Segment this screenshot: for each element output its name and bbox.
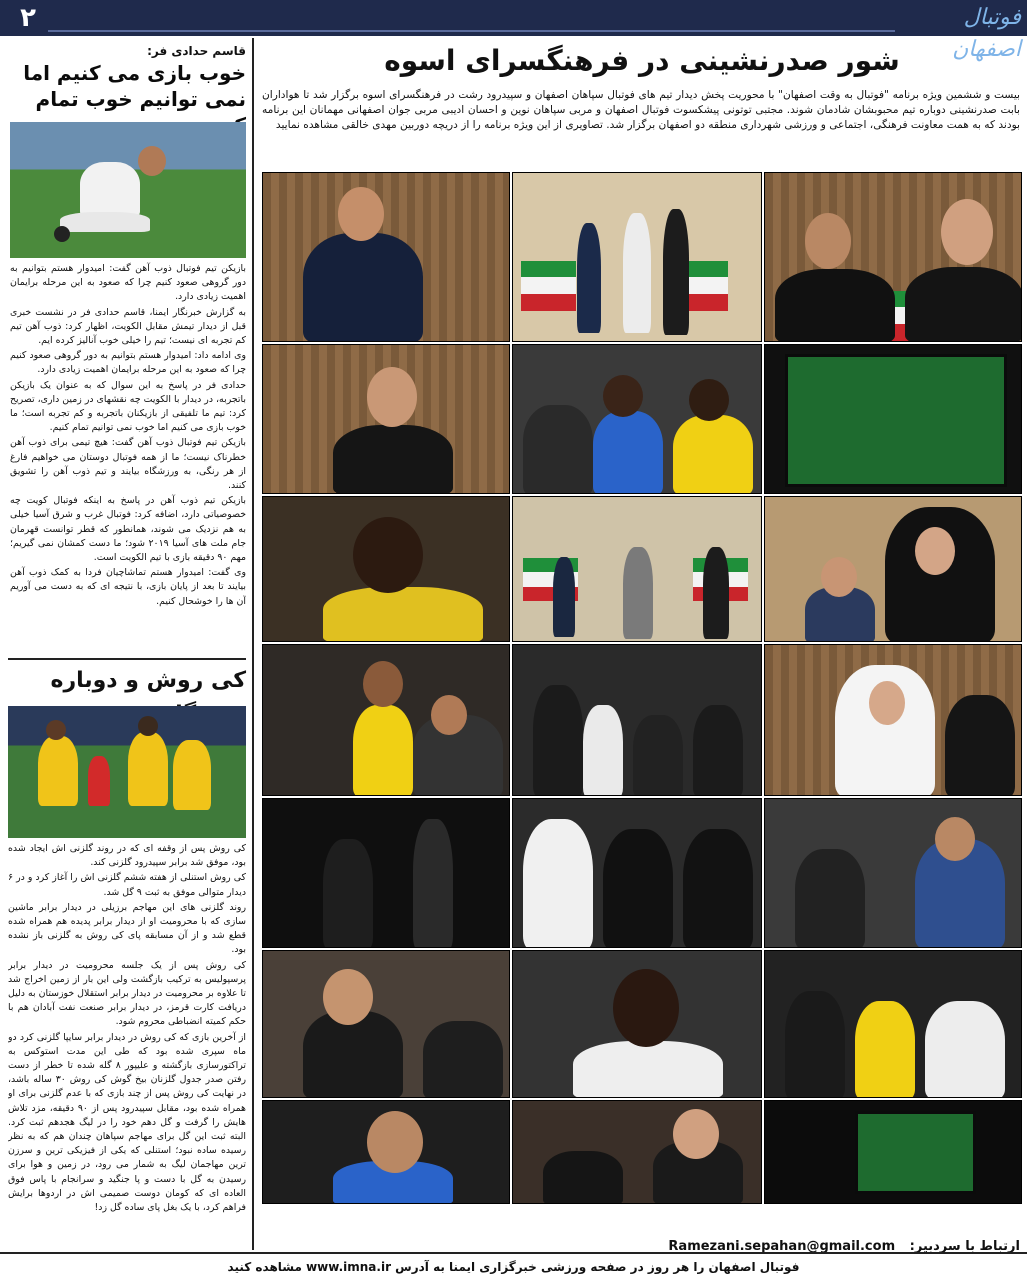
photo-guests-seated bbox=[512, 1100, 762, 1204]
photo-young-fans bbox=[262, 950, 510, 1098]
photo-fans-rows bbox=[764, 950, 1022, 1098]
main-lead: بیست و ششمین ویژه برنامه "فوتبال به وقت اصفهان" با محوریت پخش دیدار تیم های فوتبال سپاهان اصفهان و سپیدرود رشت در فرهنگسرای اسوه برگزار شد تا هواداران بابت صدرنشینی دوباره تیم محبوبشان شادمان شوند. مجتبی توتونی پیشکسوت فوتبال اصفهان و مربی سپاهان نوین و احسان ادیبی مربی جوان اصفهانی مهمانان این برنامه بودند که به همت معاونت فرهنگی، اجتماعی و ورزشی شهرداری منطقه دو اصفهان برگزار شد. تصاویری از این ویژه برنامه را از دریچه دوربین مهدی خالقی مشاهده نمایید bbox=[262, 89, 1020, 132]
contact-email-link[interactable]: Ramezani.sepahan@gmail.com bbox=[668, 1239, 896, 1254]
photo-audience-players bbox=[512, 344, 762, 494]
photo-boys-cheering bbox=[764, 798, 1022, 948]
photo-stage-wide bbox=[512, 496, 762, 642]
paragraph: به گزارش خبرنگار ایمنا، قاسم حدادی فر در نشست خبری قبل از دیدار تیمش مقابل الکویت، اظهار کرد: ذوب آهن تیم کم تجربه ای نیست؛ تیم را خیلی خوب آنالیز کرده ایم. bbox=[10, 306, 246, 347]
paragraph: بازیکن تیم فوتبال ذوب آهن گفت: هیچ تیمی برای ذوب آهن خطرناک نیست؛ ما از همه فوتبال دوستان می خواهیم فارغ از هر رنگی، به ورزشگاه بیایند و تیم ذوب آهن را تشویق کنند. bbox=[10, 437, 246, 492]
masthead-logo: فوتبال اصفهان bbox=[952, 5, 1021, 62]
main-headline: شور صدرنشینی در فرهنگسرای اسوه bbox=[384, 44, 900, 77]
paragraph: بازیکن تیم فوتبال ذوب آهن گفت: امیدوار هستم بتوانیم به دور گروهی صعود کنیم چرا که صعود به این مرحله برایمان اهمیت زیادی دارد. bbox=[10, 263, 246, 303]
photo-stage-guests bbox=[512, 172, 762, 342]
photo-guests-closeup bbox=[764, 172, 1022, 342]
photo-grid bbox=[262, 172, 1022, 1232]
sidebar-headline: خوب بازی می کنیم اما نمی توانیم خوب تمام bbox=[23, 61, 246, 111]
sidebar-article-2 bbox=[8, 842, 246, 1244]
sidebar-divider bbox=[8, 658, 246, 660]
paragraph: کی روش پس از وقفه ای که در روند گلزنی اش ایجاد شده بود، موفق شد برابر سپیدرود گلزنی کند. bbox=[8, 843, 246, 869]
paragraph: کی روش پس از یک جلسه محرومیت در دیدار برابر پرسپولیس به ترکیب بازگشت ولی این بار از زمین اخراج شد تا علاوه بر محرومیت در دیدار برابر استقلال خوزستان به دلیل دریافت کارت قرمز، در دیدار برابر صنعت نفت آبادان هم با حکم کمیته انضباطی محروم شود. bbox=[8, 959, 246, 1028]
paragraph: وی گفت: امیدوار هستم تماشاچیان فردا به کمک ذوب آهن بیایند تا بعد از پایان بازی، با نتیجه ای که به دست می آوریم آن ها را خوشحال کنیم. bbox=[10, 567, 246, 607]
photo-audience-crowd bbox=[512, 644, 762, 796]
photo-referee-on-screen bbox=[262, 798, 510, 948]
sidebar-kicker: قاسم حدادی فر: bbox=[147, 44, 246, 58]
contact-label: ارتباط با سردبیر: bbox=[909, 1239, 1020, 1254]
photo-guest-speaking bbox=[262, 344, 510, 494]
paragraph: کی روش استنلی از هفته ششم گلزنی اش را آغاز کرد و در ۶ دیدار متوالی موفق به ثبت ۹ گل شد. bbox=[8, 872, 246, 898]
paragraph: بازیکن تیم ذوب آهن در پاسخ به اینکه فوتبال کویت چه خصوصیاتی دارد، اضافه کرد: فوتبال غرب و شرق آسیا خیلی به هم نزدیک می شوند، همانطور که قطر توانست قهرمان جام ملت های آسیا ۲۰۱۹ شود؛ ما دست کمشان نمی گیریم؛ مهم ۹۰ دقیقه بازی با تیم الکویت است. bbox=[10, 495, 246, 564]
photo-screen-dark-room bbox=[764, 1100, 1022, 1204]
photo-projector-screen-match bbox=[764, 344, 1022, 494]
page-number: ۲ bbox=[20, 3, 36, 33]
photo-boy-watching bbox=[262, 1100, 510, 1204]
photo-woman-and-child bbox=[764, 496, 1022, 642]
sidebar-photo-goal-celebration bbox=[8, 706, 246, 838]
photo-girl-white-scarf bbox=[764, 644, 1022, 796]
photo-host-microphone bbox=[262, 172, 510, 342]
photo-player-watching bbox=[262, 496, 510, 642]
top-rule bbox=[48, 30, 895, 32]
photo-player-closeup bbox=[512, 950, 762, 1098]
paragraph: روند گلزنی های این مهاجم برزیلی در دیدار برابر ماشین سازی که با محرومیت او از دیدار برابر پدیده هم همراه شده قطع شد و از آن مسابقه پای کی روش به گلزنی باز نشده بود. bbox=[8, 901, 246, 956]
paragraph: حدادی فر در پاسخ به این سوال که به عنوان یک بازیکن باتجربه، در دیدار با الکویت چه نقشهای در زمین داری، تصریح کرد: تیم ما تلفیقی از بازیکنان باتجربه و کم تجربه است؛ ما خوب بازی می کنیم اما خوب نمی توانیم تمام کنیم. bbox=[10, 379, 246, 434]
paragraph: از آخرین بازی که کی روش در دیدار برابر سایپا گلزنی کرد دو ماه سپری شده بود که طی این مدت استوکس به تراکتورسازی بازگشته و علیپور ۸ گله شده تا خطر از دست رفتن صدر جدول گلزنان بیخ گوش کی روش ۳۰ ساله باشد، در نهایت کی روش پس از چند بازی که با عدم گلزنی برای او همراه شده بود، مقابل سپیدرود پس از ۹۰ دقیقه، مزد تلاش هایش را گرفت و گل دهم خود را در لیگ هجدهم ثبت کرد. البته ثبت این گل برای مهاجم سپاهان چندان هم که به نظر رسیده ساده نبود؛ استنلی که یکی از فیزیکی ترین و سرزن ترین مهاجمان لیگ به شمار می رود، در زمین و هوا برای رسیدن به گل با دست و پا جنگید و سرانجام با پاس فوق العاده ای که کومان دوست صمیمی اش در اردوها برایش فراهم کرد، با یک بغل پای ساده گل زد! bbox=[8, 1031, 246, 1214]
photo-women-audience bbox=[512, 798, 762, 948]
sidebar-article-1 bbox=[10, 262, 246, 654]
footer-note: فوتبال اصفهان را هر روز در صفحه ورزشی خبرگزاری ایمنا به آدرس www.imna.ir مشاهده کنید bbox=[0, 1252, 1027, 1282]
sidebar-photo-player-kneeling bbox=[10, 122, 246, 258]
paragraph: وی ادامه داد: امیدوار هستم بتوانیم به دور گروهی صعود کنیم چرا که صعود به این مرحله برایمان اهمیت زیادی دارد. bbox=[10, 350, 246, 376]
sidebar-headline-2: کی روش و دوباره bbox=[50, 668, 246, 693]
photo-audience-boys bbox=[262, 644, 510, 796]
